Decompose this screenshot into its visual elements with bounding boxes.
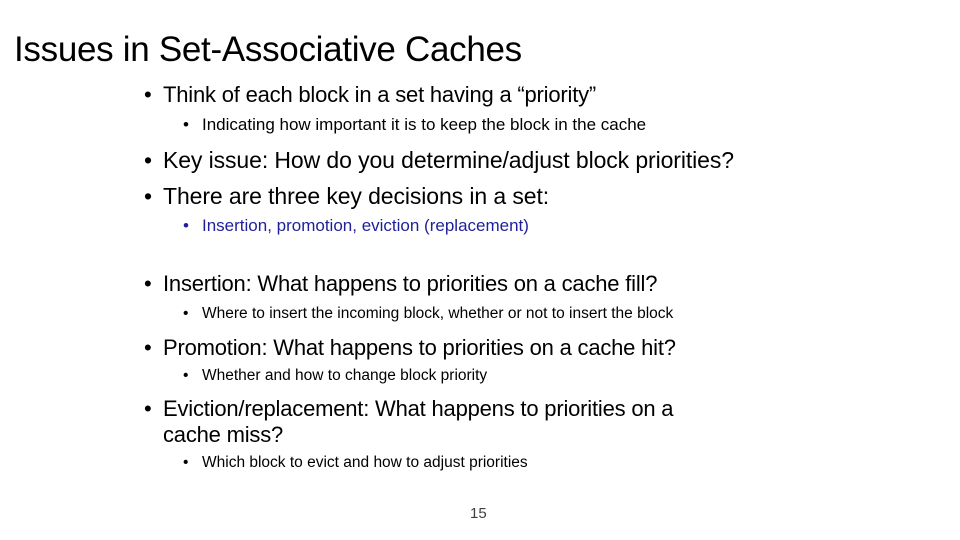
bullet-marker: • [183,454,189,471]
bullet-text: Insertion, promotion, eviction (replacement) [202,216,529,235]
bullet-marker: • [183,115,189,134]
bullet-text: Key issue: How do you determine/adjust block priorities? [163,147,734,173]
bullet-insertion [144,271,657,297]
bullet-marker: • [183,305,189,322]
bullet-three-decisions [144,183,549,209]
bullet-marker: • [144,82,152,107]
bullet-text: There are three key decisions in a set: [163,183,550,209]
bullet-marker: • [144,335,152,360]
bullet-marker: • [183,367,189,384]
bullet-text: Promotion: What happens to priorities on a cache hit? [163,335,676,360]
sub-bullet-promotion [183,365,487,387]
bullet-marker: • [144,271,152,296]
bullet-text: Indicating how important it is to keep the block in the cache [202,115,647,134]
bullet-priority [144,82,596,108]
bullet-text: Eviction/replacement: What happens to priorities on a [163,396,674,421]
sub-bullet-importance [183,114,646,136]
bullet-text: Think of each block in a set having a “priority” [163,82,597,107]
bullet-text: Which block to evict and how to adjust priorities [202,454,528,471]
bullet-eviction [144,396,673,422]
bullet-text: Where to insert the incoming block, whether or not to insert the block [202,305,674,322]
bullet-text: Insertion: What happens to priorities on a cache fill? [163,271,658,296]
page-number: 15 [470,505,487,522]
sub-bullet-insertion [183,303,673,325]
bullet-text: Whether and how to change block priority [202,367,488,384]
bullet-marker: • [144,183,152,209]
bullet-marker: • [144,396,152,421]
slide-title: Issues in Set-Associative Caches [14,30,522,69]
sub-bullet-eviction [183,452,528,474]
bullet-marker: • [144,147,152,173]
bullet-promotion [144,335,676,361]
bullet-eviction-continuation: cache miss? [163,422,284,447]
bullet-marker: • [183,216,189,235]
bullet-key-issue [144,147,734,173]
sub-bullet-decisions-list [183,215,529,237]
